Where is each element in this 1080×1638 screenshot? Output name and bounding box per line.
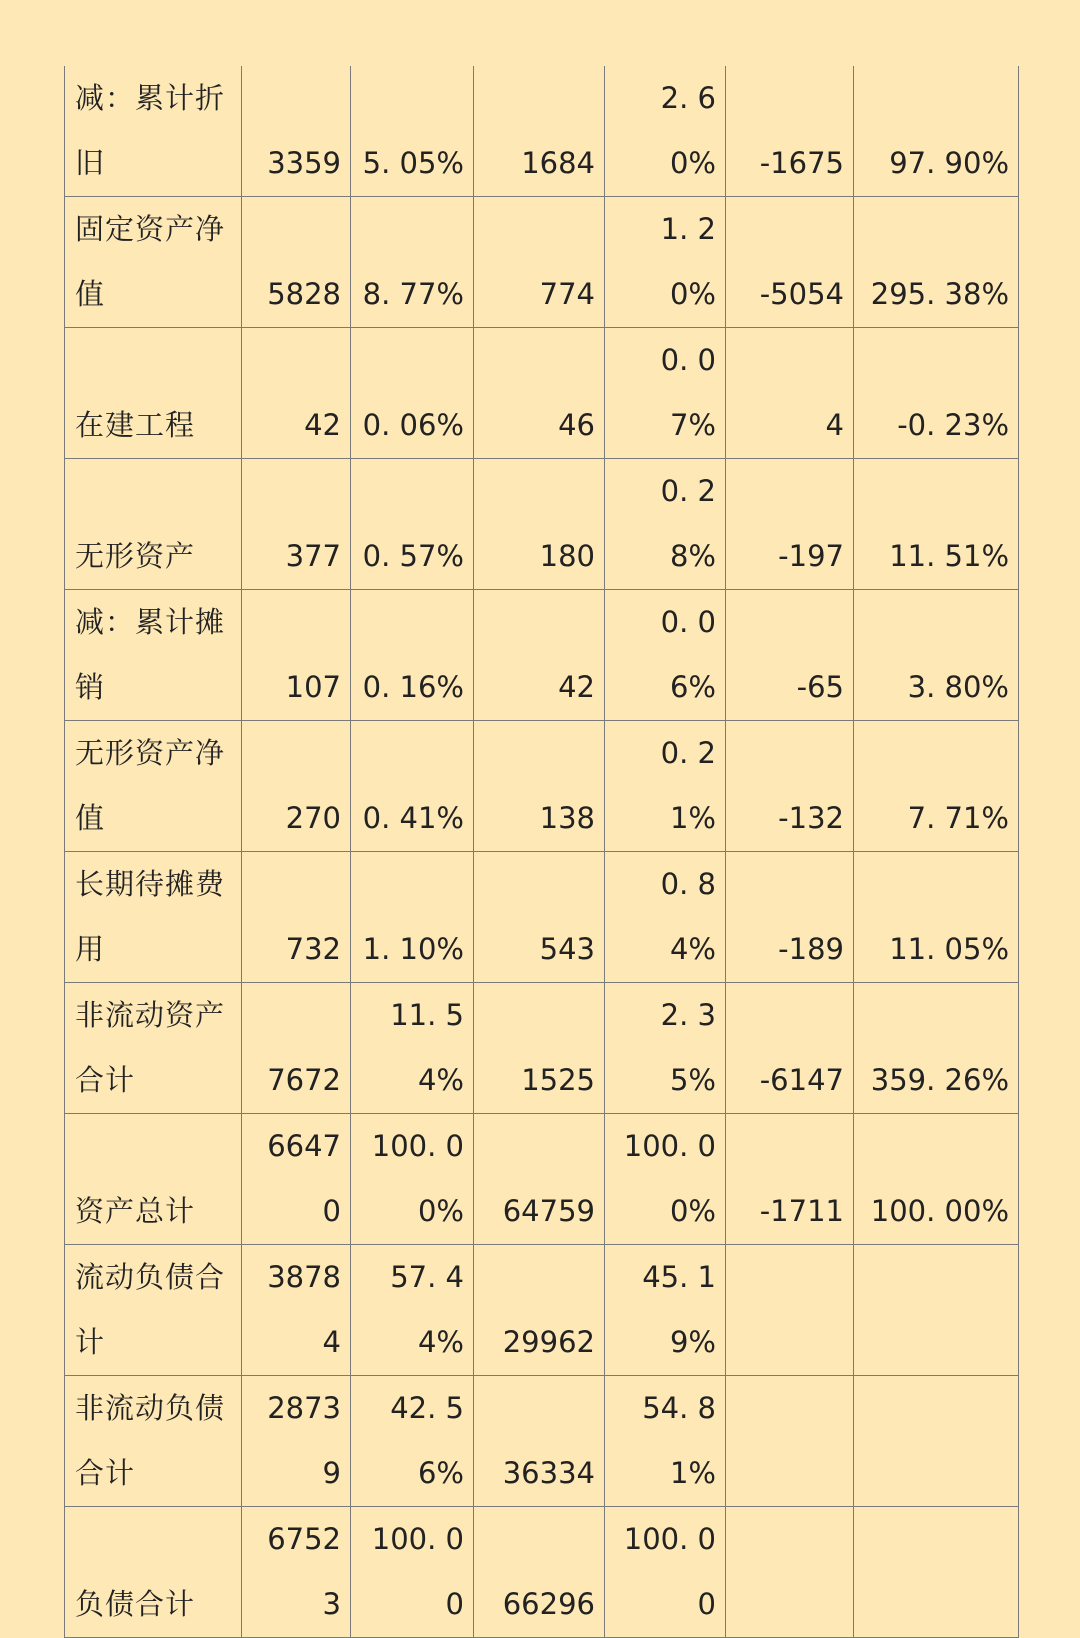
table-row (65, 459, 1019, 590)
period2-amount: 46 (474, 328, 605, 459)
row-label: 减：累计折旧 (65, 66, 242, 197)
period2-ratio: 1. 20% (605, 197, 726, 328)
change-ratio: 97. 90% (854, 66, 1019, 197)
table-row (65, 1245, 1019, 1376)
period1-amount: 107 (242, 590, 351, 721)
table-row (65, 983, 1019, 1114)
row-label: 负债合计 (65, 1507, 242, 1638)
period2-amount: 66296 (474, 1507, 605, 1638)
period2-ratio: 2. 60% (605, 66, 726, 197)
period1-amount: 270 (242, 721, 351, 852)
change-ratio (854, 1376, 1019, 1507)
period2-ratio: 0. 07% (605, 328, 726, 459)
period1-amount: 7672 (242, 983, 351, 1114)
change-amount: -65 (726, 590, 854, 721)
period2-ratio: 2. 35% (605, 983, 726, 1114)
period1-amount: 377 (242, 459, 351, 590)
period1-ratio: 1. 10% (351, 852, 474, 983)
period2-ratio: 0. 28% (605, 459, 726, 590)
row-label: 减：累计摊销 (65, 590, 242, 721)
row-label: 长期待摊费用 (65, 852, 242, 983)
row-label: 固定资产净值 (65, 197, 242, 328)
period2-amount: 543 (474, 852, 605, 983)
period2-amount: 64759 (474, 1114, 605, 1245)
change-ratio: 295. 38% (854, 197, 1019, 328)
period1-ratio: 0. 41% (351, 721, 474, 852)
period2-amount: 36334 (474, 1376, 605, 1507)
table-row (65, 1376, 1019, 1507)
change-amount: -132 (726, 721, 854, 852)
change-amount: 4 (726, 328, 854, 459)
change-amount: -1675 (726, 66, 854, 197)
change-amount: -189 (726, 852, 854, 983)
change-amount (726, 1376, 854, 1507)
period1-ratio: 5. 05% (351, 66, 474, 197)
change-ratio (854, 1245, 1019, 1376)
period2-amount: 138 (474, 721, 605, 852)
period1-ratio: 42. 56% (351, 1376, 474, 1507)
period2-ratio: 0. 06% (605, 590, 726, 721)
row-label: 资产总计 (65, 1114, 242, 1245)
period2-ratio: 100. 00 (605, 1507, 726, 1638)
table-row (65, 721, 1019, 852)
period2-amount: 1525 (474, 983, 605, 1114)
change-ratio: 11. 05% (854, 852, 1019, 983)
period1-ratio: 11. 54% (351, 983, 474, 1114)
financial-table (64, 66, 1019, 1638)
row-label: 非流动资产合计 (65, 983, 242, 1114)
table-body (65, 66, 1019, 1638)
change-ratio: 11. 51% (854, 459, 1019, 590)
change-amount: -5054 (726, 197, 854, 328)
table-row (65, 1114, 1019, 1245)
period2-amount: 29962 (474, 1245, 605, 1376)
period1-ratio: 57. 44% (351, 1245, 474, 1376)
change-ratio (854, 1507, 1019, 1638)
period1-amount: 732 (242, 852, 351, 983)
period2-amount: 774 (474, 197, 605, 328)
row-label: 在建工程 (65, 328, 242, 459)
period2-ratio: 54. 81% (605, 1376, 726, 1507)
change-amount (726, 1507, 854, 1638)
table-row (65, 66, 1019, 197)
row-label: 无形资产 (65, 459, 242, 590)
change-ratio: 359. 26% (854, 983, 1019, 1114)
change-amount (726, 1245, 854, 1376)
change-ratio: -0. 23% (854, 328, 1019, 459)
table-row (65, 328, 1019, 459)
period2-amount: 180 (474, 459, 605, 590)
change-amount: -1711 (726, 1114, 854, 1245)
period2-ratio: 0. 84% (605, 852, 726, 983)
change-ratio: 100. 00% (854, 1114, 1019, 1245)
period1-ratio: 100. 00 (351, 1507, 474, 1638)
period2-ratio: 45. 19% (605, 1245, 726, 1376)
period2-ratio: 100. 00% (605, 1114, 726, 1245)
balance-sheet-excerpt (64, 66, 1018, 1638)
period1-amount: 42 (242, 328, 351, 459)
period1-amount: 3359 (242, 66, 351, 197)
table-row (65, 197, 1019, 328)
row-label: 非流动负债合计 (65, 1376, 242, 1507)
period1-amount: 66470 (242, 1114, 351, 1245)
period1-ratio: 100. 00% (351, 1114, 474, 1245)
period1-amount: 67523 (242, 1507, 351, 1638)
row-label: 流动负债合计 (65, 1245, 242, 1376)
period2-amount: 42 (474, 590, 605, 721)
period1-ratio: 8. 77% (351, 197, 474, 328)
row-label: 无形资产净值 (65, 721, 242, 852)
period2-amount: 1684 (474, 66, 605, 197)
period1-ratio: 0. 06% (351, 328, 474, 459)
period1-amount: 38784 (242, 1245, 351, 1376)
table-row (65, 1507, 1019, 1638)
period1-amount: 5828 (242, 197, 351, 328)
change-ratio: 7. 71% (854, 721, 1019, 852)
period2-ratio: 0. 21% (605, 721, 726, 852)
table-row (65, 590, 1019, 721)
change-amount: -6147 (726, 983, 854, 1114)
period1-ratio: 0. 16% (351, 590, 474, 721)
table-row (65, 852, 1019, 983)
change-ratio: 3. 80% (854, 590, 1019, 721)
period1-ratio: 0. 57% (351, 459, 474, 590)
period1-amount: 28739 (242, 1376, 351, 1507)
change-amount: -197 (726, 459, 854, 590)
